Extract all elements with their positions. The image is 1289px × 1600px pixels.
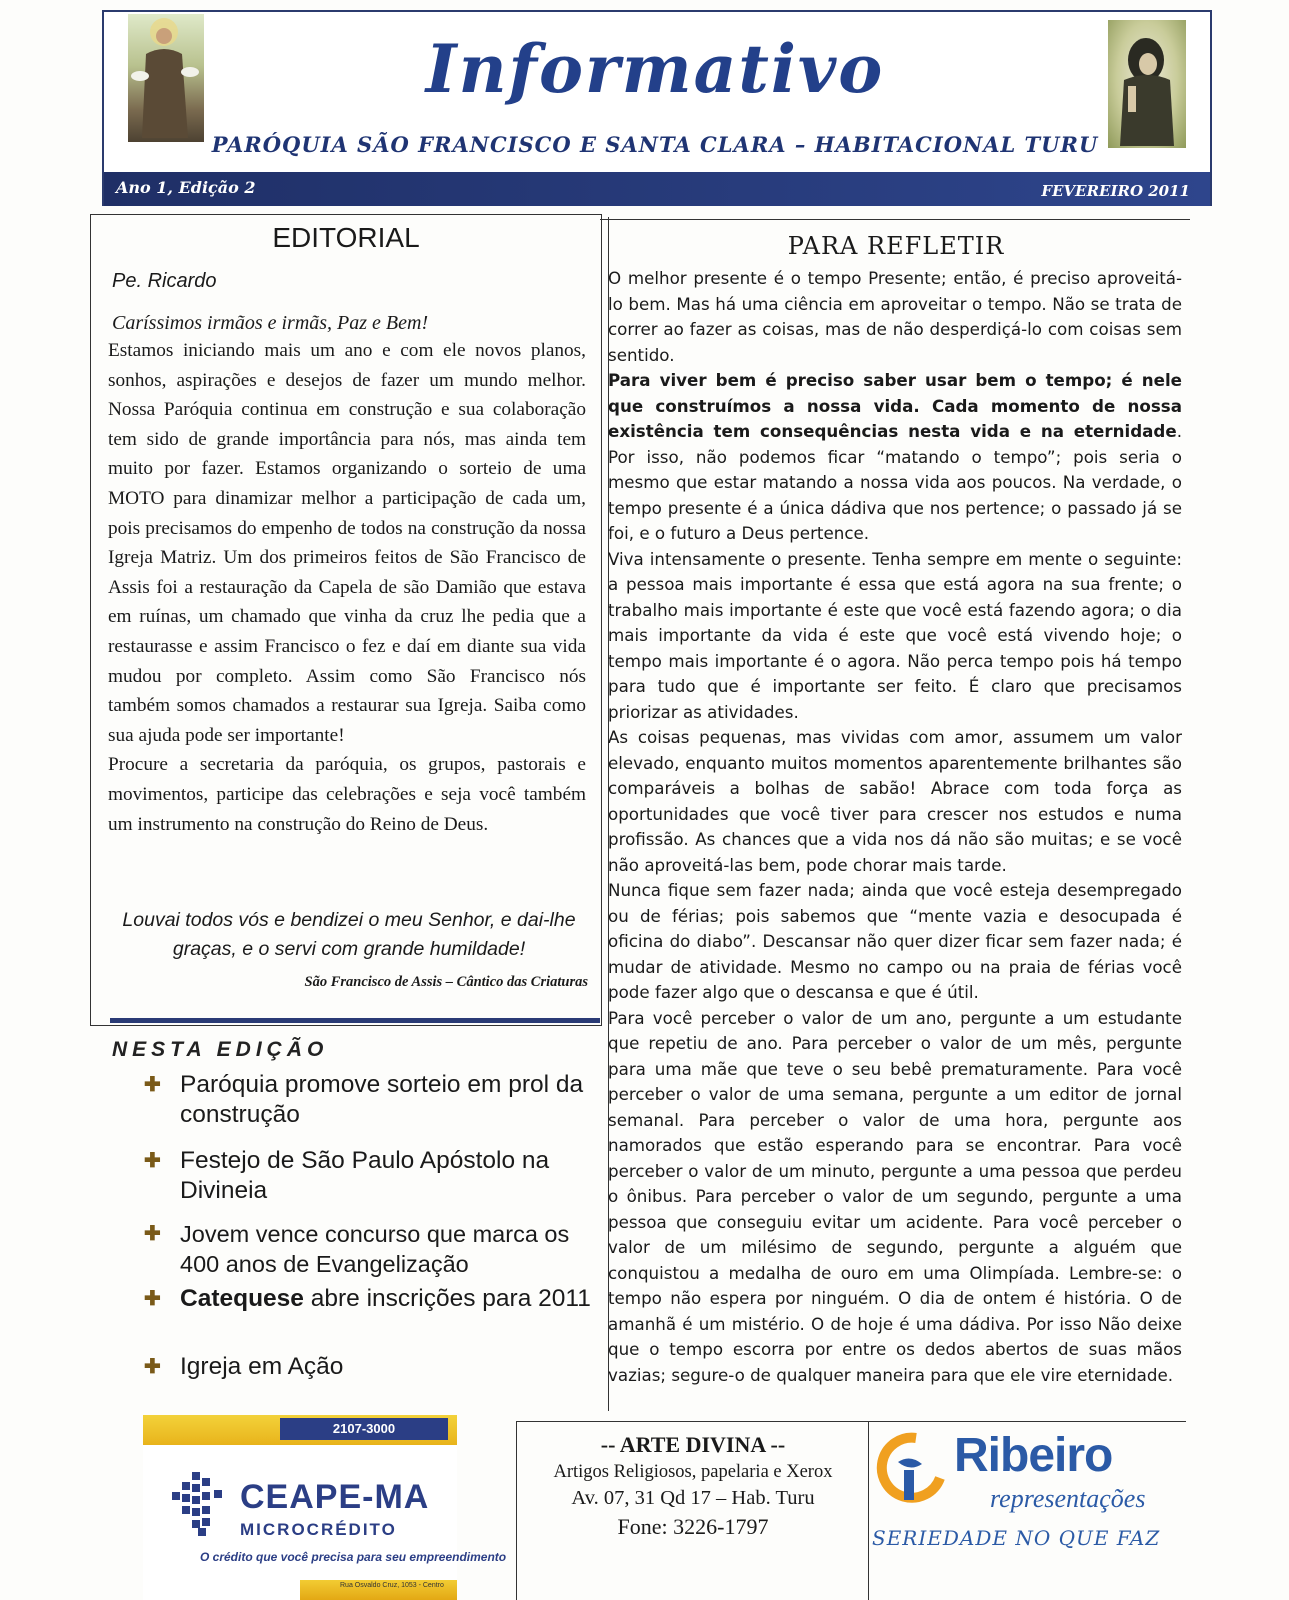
plus-bullet-icon: ✚ [144, 1223, 161, 1245]
refletir-paragraph: Nunca fique sem fazer nada; ainda que você esteja desempregado ou de férias; pois sabemos que “mente vazia e desocupada é oficina do diabo”. Descansar não quer dizer ficar sem fazer nada; é mudar de atividade. Mesmo no campo ou na praia de férias você pode fazer algo que o descansa e que é útil. [608, 880, 1182, 1002]
ribeiro-logo-icon [876, 1432, 946, 1512]
refletir-paragraph: Viva intensamente o presente. Tenha sempre em mente o seguinte: a pessoa mais importante é essa que está agora na sua frente; o trabalho mais importante é este que você está fazendo agora; o dia mais importante da vida é este que você está vivendo hoje; o tempo mais importante é o agora. Não perca tempo pois há tempo para tudo que é importante ser feito. É claro que precisamos priorizar as atividades. [608, 548, 1182, 722]
refletir-body [608, 266, 1182, 1388]
ribeiro-tagline: SERIEDADE NO QUE FAZ [872, 1526, 1161, 1550]
edition-label: Ano 1, Edição 2 [116, 178, 256, 197]
ceape-phone: 2107-3000 [280, 1418, 448, 1440]
editorial-paragraph: Estamos iniciando mais um ano e com ele novos planos, sonhos, aspirações e desejos de fazer um mundo melhor. Nossa Paróquia continua em construção e sua colaboração tem sido de grande importância para nós, mas ainda tem muito por fazer. Estamos organizando o sorteio de uma MOTO para dinamizar melhor a participação de cada um, pois precisamos do empenho de todos na construção da nossa Igreja Matriz. Um dos primeiros feitos de São Francisco de Assis foi a restauração da Capela de são Damião que estava em ruínas, um chamado que vinha da cruz lhe pedia que a restaurasse e assim Francisco o fez e daí em diante sua vida mudou por completo. Assim como São Francisco nós também somos chamados a restaurar sua Igreja. Saiba como sua ajuda pode ser importante! [108, 340, 586, 746]
ceape-name: CEAPE-MA [240, 1478, 430, 1516]
plus-bullet-icon: ✚ [144, 1356, 161, 1378]
refletir-heading: PARA REFLETIR [787, 232, 1005, 260]
editorial-body [108, 336, 586, 839]
toc-item-text [180, 1284, 598, 1314]
toc-item [144, 1146, 598, 1206]
refletir-paragraph [608, 368, 1182, 547]
toc-item-text: Jovem vence concurso que marca os 400 anos de Evangelização [180, 1221, 570, 1277]
ceape-address: Rua Osvaldo Cruz, 1053 - Centro [340, 1582, 444, 1589]
editorial-author: Pe. Ricardo [112, 270, 217, 292]
toc-item-rest: abre inscrições para 2011 [303, 1285, 591, 1312]
editorial-quote-source: São Francisco de Assis – Cântico das Criaturas [304, 974, 588, 990]
plus-bullet-icon: ✚ [144, 1074, 161, 1096]
editorial-greeting: Caríssimos irmãos e irmãs, Paz e Bem! [112, 312, 429, 334]
editorial-quote: Louvai todos vós e bendizei o meu Senhor, e dai-lhe graças, e o servi com grande humildade! [122, 909, 576, 960]
arte-divina-address: Av. 07, 31 Qd 17 – Hab. Turu [571, 1487, 815, 1509]
issue-date: FEVEREIRO 2011 [1041, 182, 1190, 200]
refletir-bold-text: Para viver bem é preciso saber usar bem o tempo; é nele que construímos a nossa vida. Cada momento de nossa existência tem consequências nesta vida e na eternidade [608, 370, 1182, 441]
ceape-logo-icon [172, 1472, 228, 1536]
saint-francis-image [128, 14, 204, 142]
arte-divina-phone: Fone: 3226-1797 [617, 1514, 769, 1539]
ceape-subtitle: MICROCRÉDITO [240, 1520, 397, 1539]
editorial-heading: EDITORIAL [272, 222, 420, 253]
toc-item [144, 1219, 603, 1279]
toc-item [144, 1284, 598, 1314]
section-divider [110, 1018, 600, 1023]
toc-item [144, 1352, 598, 1382]
refletir-top-rule [600, 219, 1190, 220]
refletir-paragraph: As coisas pequenas, mas vividas com amor, assumem um valor elevado, enquanto muitos momentos aparentemente brilhantes são comparáveis a bolhas de sabão! Abrace com toda força as oportunidades que você tiver para crescer nos estudos e numa profissão. As chances que a vida nos dá não são muitas; e se você não aproveitá-las bem, pode chorar mais tarde. [608, 727, 1182, 875]
refletir-text: . Por isso, não podemos ficar “matando o tempo”; pois seria o mesmo que estar matando a nossa vida aos poucos. Na verdade, o tempo presente é a única dádiva que nos pertence; o passado já se foi, e o futuro a Deus pertence. [608, 421, 1182, 543]
toc-item-text: Paróquia promove sorteio em prol da construção [180, 1071, 584, 1128]
toc-item [144, 1070, 598, 1130]
refletir-paragraph: O melhor presente é o tempo Presente; então, é preciso aproveitá-lo bem. Mas há uma ciência em aproveitar o tempo. Não se trata de correr ao fazer as coisas, mas de não desperdiçá-lo com coisas sem sentido. [608, 268, 1182, 365]
toc-item-bold: Catequese [180, 1285, 304, 1312]
refletir-paragraph: Para você perceber o valor de um ano, pergunte a um estudante que repetiu de ano. Para perceber o valor de um mês, pergunte para uma mãe que teve o seu bebê prematuramente. Para você perceber o valor de uma semana, pergunte a um editor de jornal semanal. Para perceber o valor de uma hora, pergunte aos namorados que estão esperando para se encontrar. Para você perceber o valor de um minuto, pergunte a uma pessoa que perdeu o ônibus. Para perceber o valor de um segundo, pergunte a uma pessoa que conseguiu evitar um acidente. Para você perceber o valor de um milésimo de segundo, pergunte a alguém que conquistou a medalha de ouro em uma Olimpíada. Lembre-se: o tempo não espera por ninguém. O dia de ontem é história. O de amanhã é um mistério. O de hoje é uma dádiva. Por isso Não deixe que o tempo escorra por entre os dedos abertos de suas mãos vazias; segure-o de qualquer maneira para que ele vire eternidade. [608, 1007, 1182, 1385]
ribeiro-name: Ribeiro [954, 1429, 1113, 1482]
plus-bullet-icon: ✚ [144, 1150, 161, 1172]
ads-separator [868, 1421, 869, 1600]
saint-clare-image [1108, 20, 1186, 148]
ribeiro-subtitle: representações [990, 1484, 1146, 1513]
arte-divina-description: Artigos Religiosos, papelaria e Xerox [553, 1462, 833, 1482]
arte-divina-title: -- ARTE DIVINA -- [600, 1432, 786, 1457]
ceape-tagline: O crédito que você precisa para seu empreendimento [200, 1550, 507, 1564]
masthead-subtitle: PARÓQUIA SÃO FRANCISCO E SANTA CLARA – HABITACIONAL TURU [211, 132, 1099, 157]
editorial-paragraph: Procure a secretaria da paróquia, os grupos, pastorais e movimentos, participe das celebrações e seja você também um instrumento na construção do Reino de Deus. [108, 754, 586, 835]
toc-item-text: Igreja em Ação [180, 1353, 344, 1380]
plus-bullet-icon: ✚ [144, 1288, 161, 1310]
masthead-title: Informativo [425, 30, 885, 108]
nesta-edicao-heading: NESTA EDIÇÃO [112, 1038, 329, 1061]
toc-item-text: Festejo de São Paulo Apóstolo na Divineia [180, 1147, 550, 1204]
